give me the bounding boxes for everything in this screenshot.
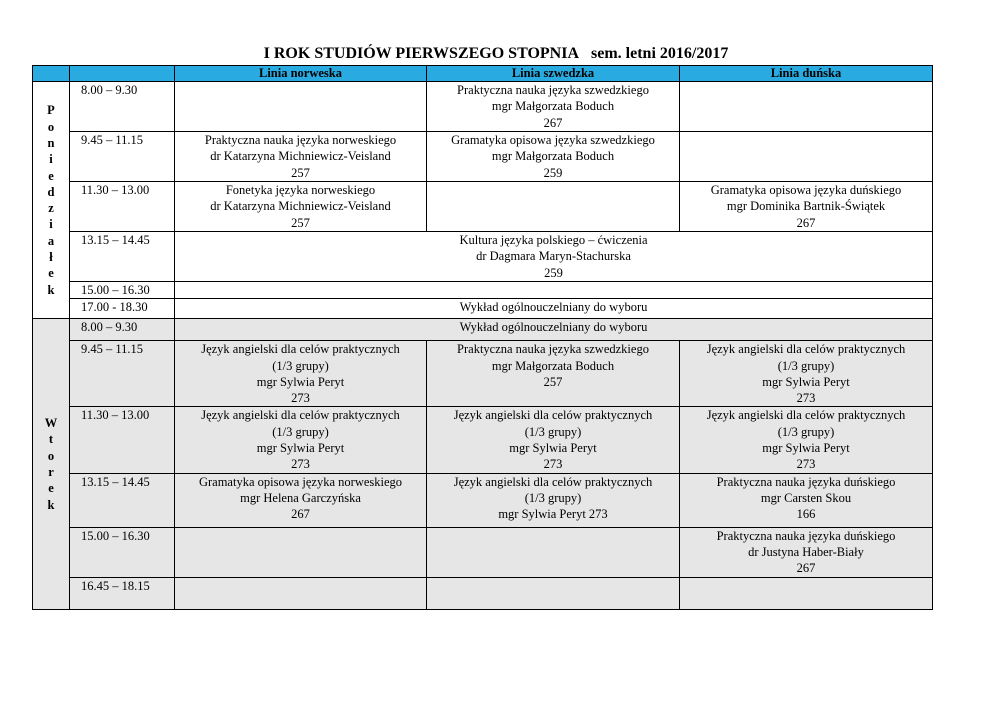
cell-line: 267 [796, 215, 816, 230]
day-letter: k [47, 282, 55, 297]
class-cell-danish [680, 473, 933, 527]
schedule-row [33, 232, 933, 282]
cell-line: Fonetyka języka norweskiego [225, 183, 376, 197]
cell-line: 273 [796, 457, 816, 472]
cell-line: 166 [796, 507, 816, 522]
class-cell-norwegian [175, 577, 427, 609]
class-cell-swedish [427, 82, 680, 132]
cell-line: mgr Sylwia Peryt [256, 374, 345, 389]
class-cell-norwegian [175, 341, 427, 407]
class-cell-swedish [427, 182, 680, 232]
day-letter: n [47, 135, 55, 150]
schedule-row [33, 577, 933, 609]
time-slot: 13.15 – 14.45 [70, 232, 175, 282]
day-letter: i [49, 152, 53, 167]
header-norwegian: Linia norweska [175, 66, 427, 82]
schedule-row [33, 341, 933, 407]
class-cell-danish [680, 577, 933, 609]
day-letter: e [48, 266, 54, 281]
cell-line: 267 [796, 561, 816, 576]
cell-line: 273 [543, 457, 563, 472]
schedule-table [32, 65, 933, 610]
schedule-row [33, 132, 933, 182]
class-cell-danish [680, 407, 933, 473]
cell-line: mgr Małgorzata Boduch [491, 149, 615, 164]
class-cell-danish [680, 82, 933, 132]
cell-line: 273 [796, 391, 816, 406]
header-row [33, 66, 933, 82]
time-slot: 17.00 - 18.30 [70, 299, 175, 319]
time-slot: 15.00 – 16.30 [70, 527, 175, 577]
cell-line: (1/3 grupy) [272, 424, 329, 439]
class-cell-all-lines [175, 282, 933, 299]
cell-line: mgr Sylwia Peryt [762, 374, 850, 389]
cell-line: Gramatyka opisowa języka duńskiego [710, 183, 902, 197]
cell-line: Język angielski dla celów praktycznych [706, 342, 906, 357]
cell-line: Język angielski dla celów praktycznych [706, 408, 906, 423]
cell-line: mgr Sylwia Peryt [509, 441, 597, 456]
time-slot: 11.30 – 13.00 [70, 182, 175, 232]
day-letter: k [47, 497, 55, 512]
day-letter: W [44, 416, 58, 431]
cell-line: Wykład ogólnouczelniany do wyboru [459, 300, 648, 315]
class-cell-all-lines [175, 319, 933, 341]
day-letter: e [48, 481, 54, 496]
cell-line: 257 [291, 165, 310, 180]
cell-line: Język angielski dla celów praktycznych [201, 342, 400, 357]
class-cell-swedish [427, 527, 680, 577]
schedule-row [33, 299, 933, 319]
day-letter: t [48, 432, 54, 447]
monday-day-label [33, 82, 70, 319]
tuesday-day-label [33, 319, 70, 609]
time-slot: 9.45 – 11.15 [70, 341, 175, 407]
cell-line: 267 [291, 507, 310, 522]
cell-line: (1/3 grupy) [272, 358, 329, 373]
cell-line: 257 [291, 215, 310, 230]
class-cell-danish [680, 341, 933, 407]
day-letter: r [48, 464, 54, 479]
class-cell-danish [680, 527, 933, 577]
cell-line: (1/3 grupy) [524, 490, 582, 505]
time-slot: 9.45 – 11.15 [70, 132, 175, 182]
class-cell-swedish [427, 341, 680, 407]
cell-line: Język angielski dla celów praktycznych [453, 474, 653, 489]
cell-line: mgr Sylwia Peryt [256, 441, 345, 456]
cell-line: Gramatyka opisowa języka norweskiego [198, 474, 403, 489]
class-cell-norwegian [175, 132, 427, 182]
cell-line: mgr Sylwia Peryt 273 [498, 507, 608, 522]
cell-line: 259 [544, 265, 563, 280]
day-letter: ł [49, 250, 53, 265]
cell-line: 273 [291, 457, 310, 472]
cell-line: 259 [543, 165, 563, 180]
class-cell-norwegian [175, 82, 427, 132]
cell-line: mgr Małgorzata Boduch [491, 358, 615, 373]
cell-line: Wykład ogólnouczelniany do wyboru [459, 320, 648, 335]
schedule-row [33, 319, 933, 341]
cell-line: Praktyczna nauka języka duńskiego [716, 474, 896, 489]
header-swedish: Linia szwedzka [427, 66, 680, 82]
class-cell-swedish [427, 132, 680, 182]
class-cell-swedish [427, 407, 680, 473]
day-letter: z [48, 201, 54, 216]
day-letter: P [47, 103, 55, 118]
header-time-cell [70, 66, 175, 82]
cell-line: 257 [543, 374, 563, 389]
class-cell-danish [680, 132, 933, 182]
title-semester: sem. letni 2016/2017 [591, 45, 729, 62]
class-cell-norwegian [175, 527, 427, 577]
cell-line: Praktyczna nauka języka duńskiego [716, 528, 896, 543]
cell-line: 267 [543, 115, 563, 130]
cell-line: mgr Dominika Bartnik-Świątek [726, 199, 886, 214]
cell-line: Język angielski dla celów praktycznych [201, 408, 400, 423]
schedule-row [33, 182, 933, 232]
cell-line: dr Katarzyna Michniewicz-Veisland [210, 149, 391, 164]
time-slot: 16.45 – 18.15 [70, 577, 175, 609]
time-slot: 11.30 – 13.00 [70, 407, 175, 473]
cell-line: Język angielski dla celów praktycznych [453, 408, 653, 423]
cell-line: (1/3 grupy) [777, 424, 835, 439]
page-title [0, 44, 992, 64]
schedule-row [33, 527, 933, 577]
cell-line: Praktyczna nauka języka szwedzkiego [457, 342, 649, 357]
schedule-row [33, 473, 933, 527]
header-day-cell [33, 66, 70, 82]
cell-line: 273 [291, 391, 310, 406]
cell-line: dr Dagmara Maryn-Stachurska [476, 249, 631, 264]
cell-line: Praktyczna nauka języka norweskiego [204, 133, 397, 147]
class-cell-norwegian [175, 473, 427, 527]
cell-line: Praktyczna nauka języka szwedzkiego [457, 83, 649, 97]
class-cell-norwegian [175, 407, 427, 473]
class-cell-norwegian [175, 182, 427, 232]
cell-line: Kultura języka polskiego – ćwiczenia [459, 233, 648, 247]
schedule-row [33, 407, 933, 473]
class-cell-all-lines [175, 232, 933, 282]
day-letter: i [49, 217, 53, 232]
day-letter: o [47, 119, 55, 134]
time-slot: 8.00 – 9.30 [70, 82, 175, 132]
time-slot: 13.15 – 14.45 [70, 473, 175, 527]
time-slot: 15.00 – 16.30 [70, 282, 175, 299]
title-main: I ROK STUDIÓW PIERWSZEGO STOPNIA [263, 45, 580, 62]
cell-line: dr Justyna Haber-Biały [748, 544, 864, 559]
day-letter: d [47, 184, 55, 199]
class-cell-all-lines [175, 299, 933, 319]
day-letter: e [48, 168, 54, 183]
day-letter: a [47, 233, 55, 248]
cell-line: mgr Carsten Skou [760, 490, 852, 505]
cell-line: Gramatyka opisowa języka szwedzkiego [451, 133, 655, 147]
cell-line: mgr Helena Garczyńska [240, 490, 361, 505]
cell-line: dr Katarzyna Michniewicz-Veisland [210, 199, 391, 214]
schedule-row [33, 282, 933, 299]
class-cell-swedish [427, 577, 680, 609]
day-letter: o [47, 448, 55, 463]
time-slot: 8.00 – 9.30 [70, 319, 175, 341]
schedule-row [33, 82, 933, 132]
cell-line: (1/3 grupy) [524, 424, 582, 439]
cell-line: (1/3 grupy) [777, 358, 835, 373]
cell-line: mgr Małgorzata Boduch [491, 99, 615, 114]
header-danish: Linia duńska [680, 66, 933, 82]
class-cell-danish [680, 182, 933, 232]
cell-line: mgr Sylwia Peryt [762, 441, 850, 456]
class-cell-swedish [427, 473, 680, 527]
